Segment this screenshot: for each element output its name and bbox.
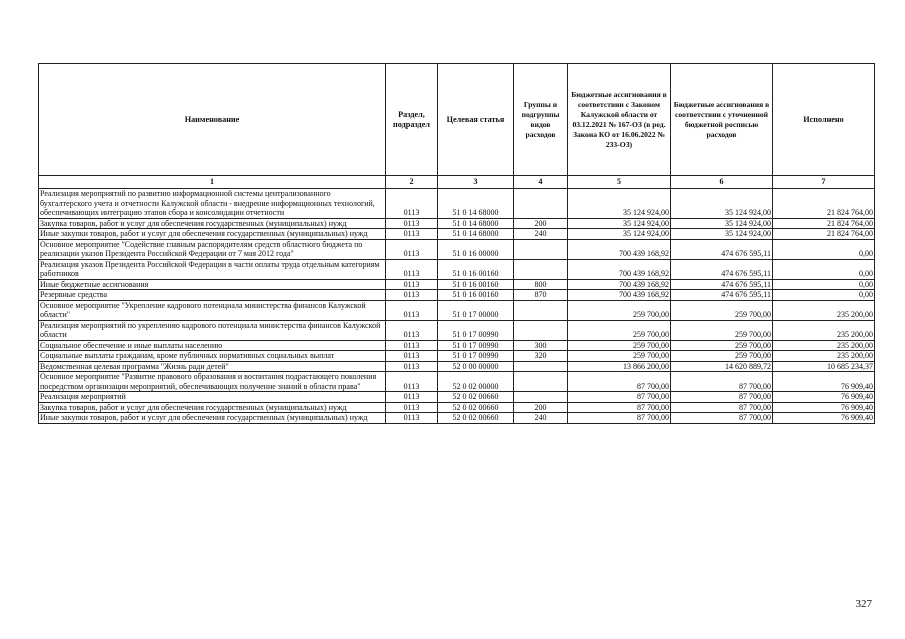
row-executed: 76 909,40 bbox=[773, 372, 875, 392]
row-name: Реализация указов Президента Российской Федерации в части оплаты труда отдельным категориям работников bbox=[39, 259, 386, 279]
row-section: 0113 bbox=[386, 372, 438, 392]
row-assigned-law: 259 700,00 bbox=[568, 340, 671, 351]
row-name: Иные закупки товаров, работ и услуг для обеспечения государственных (муниципальных) нужд bbox=[39, 413, 386, 424]
table-row bbox=[39, 372, 875, 392]
table-row bbox=[39, 413, 875, 424]
row-name: Реализация мероприятий по укреплению кадрового потенциала министерства финансов Калужской области bbox=[39, 320, 386, 340]
row-assigned-list: 87 700,00 bbox=[671, 372, 773, 392]
row-assigned-law: 35 124 924,00 bbox=[568, 218, 671, 229]
row-assigned-list: 87 700,00 bbox=[671, 413, 773, 424]
table-row bbox=[39, 300, 875, 320]
row-expense-group bbox=[514, 361, 568, 372]
row-executed: 235 200,00 bbox=[773, 320, 875, 340]
row-section: 0113 bbox=[386, 340, 438, 351]
table-row bbox=[39, 340, 875, 351]
row-executed: 235 200,00 bbox=[773, 300, 875, 320]
row-executed: 0,00 bbox=[773, 279, 875, 290]
table-row bbox=[39, 239, 875, 259]
row-expense-group bbox=[514, 259, 568, 279]
row-target-article: 51 0 17 00990 bbox=[438, 351, 514, 362]
row-name: Основное мероприятие "Развитие правового образования и воспитания подрастающего поколения посредством организации мероприятий, обеспечивающих получение знаний в области права" bbox=[39, 372, 386, 392]
column-number: 4 bbox=[514, 176, 568, 189]
row-assigned-law: 87 700,00 bbox=[568, 392, 671, 403]
row-assigned-list: 474 676 595,11 bbox=[671, 239, 773, 259]
row-target-article: 52 0 00 00000 bbox=[438, 361, 514, 372]
row-expense-group bbox=[514, 372, 568, 392]
column-number: 6 bbox=[671, 176, 773, 189]
budget-sheet bbox=[38, 63, 874, 424]
row-assigned-law: 259 700,00 bbox=[568, 300, 671, 320]
row-expense-group: 320 bbox=[514, 351, 568, 362]
table-row bbox=[39, 320, 875, 340]
row-section: 0113 bbox=[386, 361, 438, 372]
row-target-article: 51 0 16 00160 bbox=[438, 290, 514, 301]
row-target-article: 52 0 02 00660 bbox=[438, 392, 514, 403]
row-executed: 10 685 234,37 bbox=[773, 361, 875, 372]
column-number-row bbox=[39, 176, 875, 189]
row-target-article: 51 0 16 00160 bbox=[438, 279, 514, 290]
row-expense-group bbox=[514, 239, 568, 259]
column-number: 5 bbox=[568, 176, 671, 189]
row-expense-group: 200 bbox=[514, 218, 568, 229]
row-section: 0113 bbox=[386, 218, 438, 229]
table-row bbox=[39, 279, 875, 290]
row-assigned-law: 700 439 168,92 bbox=[568, 259, 671, 279]
row-assigned-list: 35 124 924,00 bbox=[671, 189, 773, 219]
row-target-article: 52 0 02 00660 bbox=[438, 413, 514, 424]
row-assigned-law: 13 866 200,00 bbox=[568, 361, 671, 372]
row-name: Основное мероприятие "Содействие главным распорядителям средств областного бюджета по реализации указов Президента Российской Федерации от 7 мая 2012 года" bbox=[39, 239, 386, 259]
row-section: 0113 bbox=[386, 279, 438, 290]
table-row bbox=[39, 392, 875, 403]
row-section: 0113 bbox=[386, 229, 438, 240]
row-name: Резервные средства bbox=[39, 290, 386, 301]
row-target-article: 51 0 17 00990 bbox=[438, 320, 514, 340]
row-executed: 235 200,00 bbox=[773, 340, 875, 351]
row-assigned-law: 700 439 168,92 bbox=[568, 279, 671, 290]
table-row bbox=[39, 218, 875, 229]
row-assigned-list: 259 700,00 bbox=[671, 320, 773, 340]
table-row bbox=[39, 402, 875, 413]
row-executed: 0,00 bbox=[773, 290, 875, 301]
row-expense-group: 200 bbox=[514, 402, 568, 413]
table-row bbox=[39, 229, 875, 240]
row-assigned-list: 259 700,00 bbox=[671, 351, 773, 362]
row-name: Закупка товаров, работ и услуг для обеспечения государственных (муниципальных) нужд bbox=[39, 402, 386, 413]
row-assigned-law: 35 124 924,00 bbox=[568, 189, 671, 219]
row-name: Иные закупки товаров, работ и услуг для обеспечения государственных (муниципальных) нужд bbox=[39, 229, 386, 240]
row-assigned-law: 87 700,00 bbox=[568, 402, 671, 413]
row-assigned-list: 14 620 889,72 bbox=[671, 361, 773, 372]
row-executed: 76 909,40 bbox=[773, 392, 875, 403]
row-assigned-law: 700 439 168,92 bbox=[568, 290, 671, 301]
row-name: Иные бюджетные ассигнования bbox=[39, 279, 386, 290]
row-executed: 76 909,40 bbox=[773, 402, 875, 413]
row-expense-group: 240 bbox=[514, 229, 568, 240]
row-target-article: 51 0 17 00000 bbox=[438, 300, 514, 320]
row-expense-group: 800 bbox=[514, 279, 568, 290]
header-target: Целевая статья bbox=[438, 64, 514, 176]
header-groups: Группы и подгруппы видов расходов bbox=[514, 64, 568, 176]
table-row bbox=[39, 361, 875, 372]
row-section: 0113 bbox=[386, 290, 438, 301]
row-executed: 21 824 764,00 bbox=[773, 229, 875, 240]
row-executed: 235 200,00 bbox=[773, 351, 875, 362]
row-assigned-list: 87 700,00 bbox=[671, 402, 773, 413]
table-body bbox=[39, 189, 875, 424]
table-row bbox=[39, 290, 875, 301]
row-section: 0113 bbox=[386, 239, 438, 259]
row-assigned-law: 87 700,00 bbox=[568, 372, 671, 392]
row-section: 0113 bbox=[386, 320, 438, 340]
table-row bbox=[39, 351, 875, 362]
row-name: Ведомственная целевая программа "Жизнь ради детей" bbox=[39, 361, 386, 372]
row-assigned-law: 259 700,00 bbox=[568, 351, 671, 362]
row-assigned-list: 35 124 924,00 bbox=[671, 229, 773, 240]
row-assigned-law: 35 124 924,00 bbox=[568, 229, 671, 240]
row-section: 0113 bbox=[386, 259, 438, 279]
header-assigned-law: Бюджетные ассигнования в соответствии с Законом Калужской области от 03.12.2021 № 167-ОЗ (в ред. Закона КО от 16.06.2022 № 233-ОЗ) bbox=[568, 64, 671, 176]
row-expense-group: 870 bbox=[514, 290, 568, 301]
row-assigned-list: 474 676 595,11 bbox=[671, 259, 773, 279]
row-name: Социальное обеспечение и иные выплаты населению bbox=[39, 340, 386, 351]
row-expense-group bbox=[514, 300, 568, 320]
row-assigned-list: 474 676 595,11 bbox=[671, 279, 773, 290]
page-number: 327 bbox=[855, 598, 872, 610]
row-assigned-law: 259 700,00 bbox=[568, 320, 671, 340]
row-name: Закупка товаров, работ и услуг для обеспечения государственных (муниципальных) нужд bbox=[39, 218, 386, 229]
row-executed: 21 824 764,00 bbox=[773, 189, 875, 219]
row-expense-group: 240 bbox=[514, 413, 568, 424]
row-assigned-law: 87 700,00 bbox=[568, 413, 671, 424]
column-number: 1 bbox=[39, 176, 386, 189]
row-name: Реализация мероприятий по развитию информационной системы централизованного бухгалтерского учета и отчетности Калужской области - внедрение информационных технологий, обеспечивающих интеграцию этапов сбора и консолидации отчетности bbox=[39, 189, 386, 219]
header-executed: Исполнено bbox=[773, 64, 875, 176]
row-expense-group: 300 bbox=[514, 340, 568, 351]
row-target-article: 51 0 14 68000 bbox=[438, 229, 514, 240]
row-executed: 76 909,40 bbox=[773, 413, 875, 424]
row-executed: 21 824 764,00 bbox=[773, 218, 875, 229]
table-row bbox=[39, 259, 875, 279]
column-number: 3 bbox=[438, 176, 514, 189]
header-row bbox=[39, 64, 875, 176]
budget-table bbox=[38, 63, 875, 424]
column-number: 2 bbox=[386, 176, 438, 189]
row-name: Социальные выплаты гражданам, кроме публичных нормативных социальных выплат bbox=[39, 351, 386, 362]
row-executed: 0,00 bbox=[773, 259, 875, 279]
row-target-article: 51 0 16 00000 bbox=[438, 239, 514, 259]
row-section: 0113 bbox=[386, 300, 438, 320]
row-section: 0113 bbox=[386, 402, 438, 413]
row-assigned-list: 87 700,00 bbox=[671, 392, 773, 403]
row-assigned-list: 259 700,00 bbox=[671, 340, 773, 351]
header-assigned-list: Бюджетные ассигнования в соответствии с уточненной бюджетной росписью расходов bbox=[671, 64, 773, 176]
table-row bbox=[39, 189, 875, 219]
row-target-article: 51 0 14 68000 bbox=[438, 189, 514, 219]
row-section: 0113 bbox=[386, 351, 438, 362]
row-target-article: 51 0 16 00160 bbox=[438, 259, 514, 279]
row-name: Реализация мероприятий bbox=[39, 392, 386, 403]
row-section: 0113 bbox=[386, 392, 438, 403]
column-number: 7 bbox=[773, 176, 875, 189]
header-name: Наименование bbox=[39, 64, 386, 176]
row-assigned-list: 474 676 595,11 bbox=[671, 290, 773, 301]
row-expense-group bbox=[514, 320, 568, 340]
row-assigned-law: 700 439 168,92 bbox=[568, 239, 671, 259]
row-assigned-list: 35 124 924,00 bbox=[671, 218, 773, 229]
row-expense-group bbox=[514, 392, 568, 403]
row-expense-group bbox=[514, 189, 568, 219]
row-target-article: 52 0 02 00000 bbox=[438, 372, 514, 392]
row-name: Основное мероприятие "Укрепление кадрового потенциала министерства финансов Калужской области" bbox=[39, 300, 386, 320]
row-section: 0113 bbox=[386, 413, 438, 424]
row-section: 0113 bbox=[386, 189, 438, 219]
row-target-article: 51 0 14 68000 bbox=[438, 218, 514, 229]
row-target-article: 51 0 17 00990 bbox=[438, 340, 514, 351]
row-target-article: 52 0 02 00660 bbox=[438, 402, 514, 413]
row-assigned-list: 259 700,00 bbox=[671, 300, 773, 320]
row-executed: 0,00 bbox=[773, 239, 875, 259]
header-section: Раздел, подраздел bbox=[386, 64, 438, 176]
